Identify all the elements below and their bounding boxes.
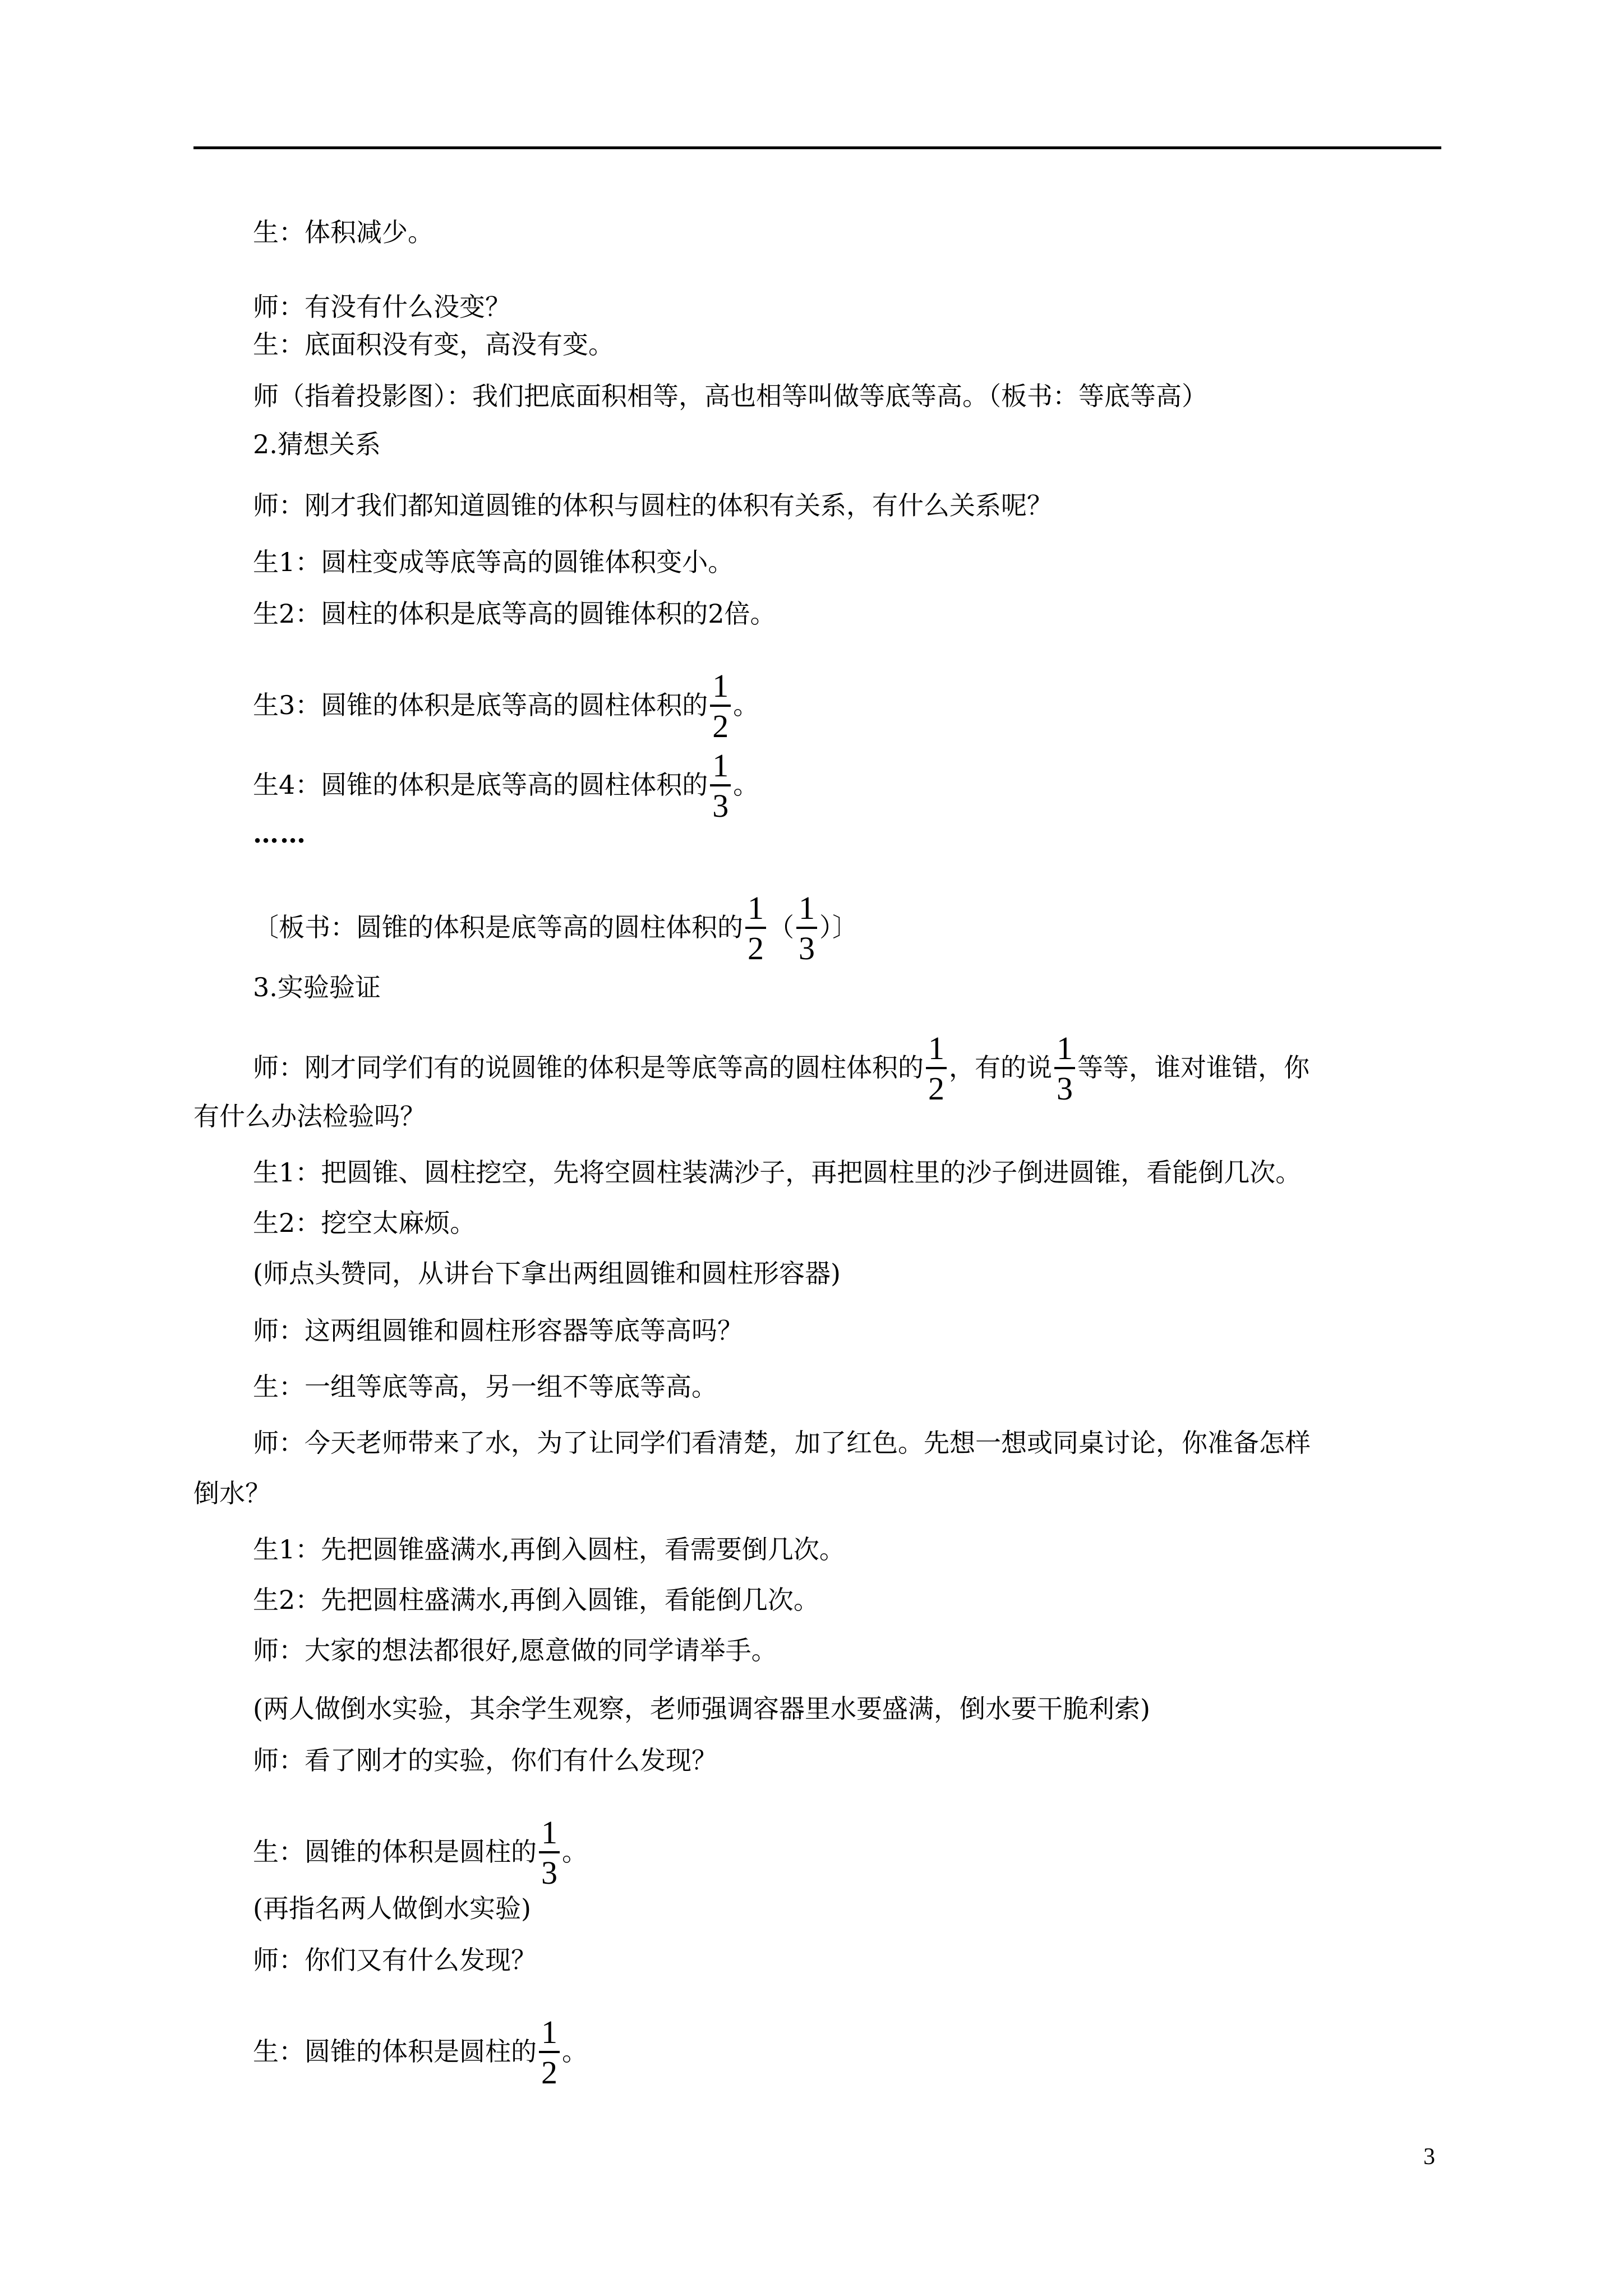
finding-2-line: 生：圆锥的体积是圆柱的 $\frac{1}{2}$ 。 (253, 2014, 588, 2091)
text-line: 师（指着投影图）：我们把底面积相等，高也相等叫做等底等高。（板书：等底等高） (253, 381, 1207, 411)
text-line: (两人做倒水实验，其余学生观察，老师强调容器里水要盛满，倒水要干脆利索) (253, 1694, 1150, 1724)
text-line: 有什么办法检验吗？ (193, 1101, 426, 1131)
text-line: 师：有没有什么没变？ (253, 292, 511, 322)
text-line: 生：一组等底等高，另一组不等底等高。 (253, 1372, 717, 1402)
student-3-line: 生3：圆锥的体积是底等高的圆柱体积的 $\frac{1}{2}$ 。 (253, 668, 759, 744)
board-note-line: 〔板书：圆锥的体积是底等高的圆柱体积的 $\frac{1}{2}$ （ $\frac{1}{3}$ ）〕 (253, 890, 858, 967)
ellipsis: …… (253, 818, 307, 849)
text-line: (再指名两人做倒水实验) (253, 1893, 531, 1924)
text-line: 师：这两组圆锥和圆柱形容器等底等高吗？ (253, 1315, 743, 1346)
student-4-line: 生4：圆锥的体积是底等高的圆柱体积的 $\frac{1}{3}$ 。 (253, 747, 759, 824)
finding-1-line: 生：圆锥的体积是圆柱的 $\frac{1}{3}$ 。 (253, 1814, 588, 1891)
fraction: $\frac{1}{3}$ (710, 749, 731, 822)
fraction: $\frac{1}{3}$ (1054, 1032, 1075, 1105)
text-line: 生2：先把圆柱盛满水,再倒入圆锥，看能倒几次。 (253, 1585, 819, 1615)
text-line: 师：看了刚才的实验，你们有什么发现？ (253, 1745, 717, 1775)
student-3-text: 生3：圆锥的体积是底等高的圆柱体积的 (253, 690, 708, 720)
text-line: 师：刚才我们都知道圆锥的体积与圆柱的体积有关系，有什么关系呢？ (253, 490, 1053, 521)
text-line: 生2：挖空太麻烦。 (253, 1208, 476, 1238)
text-line: 师：你们又有什么发现？ (253, 1945, 537, 1975)
text-line: 倒水？ (193, 1478, 271, 1508)
student-4-text: 生4：圆锥的体积是底等高的圆柱体积的 (253, 770, 708, 800)
text-line: 生1：先把圆锥盛满水,再倒入圆柱，看需要倒几次。 (253, 1534, 845, 1565)
text-line: 生：底面积没有变，高没有变。 (253, 329, 614, 360)
section-heading: 2.猜想关系 (253, 429, 381, 459)
section-heading: 3.实验验证 (253, 972, 381, 1002)
fraction: $\frac{1}{2}$ (539, 2016, 560, 2089)
fraction: $\frac{1}{2}$ (745, 892, 766, 965)
fraction: $\frac{1}{2}$ (710, 670, 731, 743)
text-line: 生1：把圆锥、圆柱挖空，先将空圆柱装满沙子，再把圆柱里的沙子倒进圆锥，看能倒几次。 (253, 1157, 1302, 1188)
page-number: 3 (1423, 2144, 1435, 2170)
text-line: 生1：圆柱变成等底等高的圆锥体积变小。 (253, 547, 734, 577)
text-line: 生2：圆柱的体积是底等高的圆锥体积的2倍。 (253, 599, 776, 629)
header-rule (193, 146, 1441, 149)
text-line: 师：大家的想法都很好,愿意做的同学请举手。 (253, 1635, 777, 1665)
fraction: $\frac{1}{3}$ (796, 892, 817, 965)
text-line: 师：今天老师带来了水，为了让同学们看清楚，加了红色。先想一想或同桌讨论，你准备怎样 (253, 1428, 1311, 1458)
fraction: $\frac{1}{2}$ (926, 1032, 947, 1105)
text-line: 生：体积减少。 (253, 217, 434, 247)
teacher-question-line: 师：刚才同学们有的说圆锥的体积是等底等高的圆柱体积的 $\frac{1}{2}$ ，有的说 $\frac{1}{3}$ 等等，谁对谁错，你 (253, 1030, 1310, 1107)
fraction: $\frac{1}{3}$ (539, 1816, 560, 1889)
text-line: (师点头赞同，从讲台下拿出两组圆锥和圆柱形容器) (253, 1258, 841, 1289)
